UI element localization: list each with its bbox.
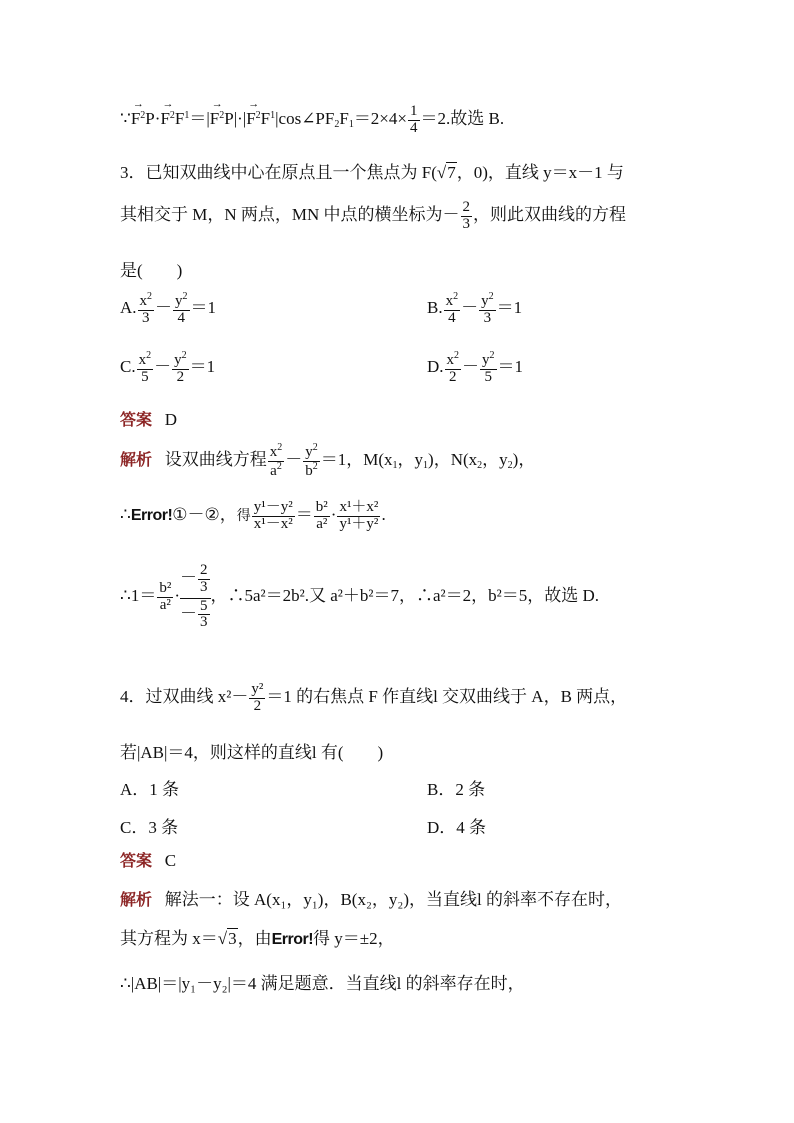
q3-line1: 3．已知双曲线中心在原点且一个焦点为 F(√7，0)，直线 y＝x－1 与 bbox=[120, 163, 624, 182]
fraction-one-quarter: $\frac{1}{4}$ bbox=[410, 103, 418, 136]
error-placeholder: Error! bbox=[130, 507, 173, 525]
sqrt-three: 3 bbox=[228, 929, 237, 948]
vector-f2p-abs: → $F^2P$ bbox=[210, 109, 234, 129]
option-a: A. $\frac{x^2}{3}$ － $\frac{y^2}{4}$ ＝1 bbox=[120, 291, 217, 326]
explain-label: 解析 bbox=[120, 450, 153, 470]
line-vector-product: ∵→ $F^2P\cdot\to F^2F^1=|\to F^2P|\cdot|\to$ $F^2F^1|\cos\angle PF_2F_1=2\times 4\times$ $\frac{1}{4}$ ＝2.故选 B. bbox=[120, 104, 504, 137]
answer-label: 答案 bbox=[120, 410, 153, 429]
q3-line3: 是( ) bbox=[120, 261, 183, 280]
q3-explain-line1: 解析 设双曲线方程 $\frac{x^2}{a^2}$ － $\frac{y^2}{b^2}$ ＝1，$M(x_1$，$y_1$)，$N(x_2$，$y_2$)， bbox=[120, 442, 536, 479]
q4-explain-line3: ∴|AB|＝|y₁－y₂|＝4 满足题意．当直线l 的斜率存在时， bbox=[120, 974, 525, 993]
q4-option-b: B．2 条 bbox=[427, 780, 486, 799]
vector-f2f1-abs: → $F^2F^1$ bbox=[246, 109, 275, 129]
error-placeholder: Error! bbox=[271, 931, 314, 948]
sqrt-seven: 7 bbox=[447, 163, 456, 182]
complex-fraction: － $\frac{2}{3}$ － $\frac{5}{3}$ bbox=[180, 563, 211, 631]
q4-explain-line2: 其方程为 x＝√3，由Error!得 y＝±2， bbox=[120, 929, 395, 948]
q3-explain-line2: ∴Error!①－②，得 $\frac{\text{y¹－y²}}{\text{x¹－x²}}$ ＝ $\frac{\text{b²}}{\text{a²}}$ · $\frac{\text{x¹＋x²}}{\text{y¹＋y²}}$ . bbox=[120, 499, 386, 532]
therefore-symbol: ∵ bbox=[120, 109, 131, 129]
answer-value: D bbox=[164, 410, 178, 429]
vector-f2p: → $F^2P$ bbox=[131, 109, 155, 129]
q4-option-d: D．4 条 bbox=[427, 818, 487, 837]
answer-value: C bbox=[164, 851, 177, 870]
q3-answer bbox=[120, 407, 177, 430]
q4-option-a: A．1 条 bbox=[120, 780, 180, 799]
q4-line2: 若|AB|＝4，则这样的直线l 有( ) bbox=[120, 743, 384, 762]
q4-explain-line1: 解析 解法一：设 A(x₁，y₁)，B(x₂，y₂)，当直线l 的斜率不存在时， bbox=[120, 890, 622, 909]
vector-f2f1: → $F^2F^1$ bbox=[160, 109, 189, 129]
fraction-two-thirds: $\frac{2}{3}$ bbox=[462, 199, 471, 232]
q3-line2: 其相交于 M，N 两点，MN 中点的横坐标为－ $\frac{2}{3}$ ，则此双曲线的方程 bbox=[120, 199, 627, 232]
option-b: B. $\frac{x^2}{4}$ － $\frac{y^2}{3}$ ＝1 bbox=[427, 291, 523, 326]
option-c: C. $\frac{x^2}{5}$ － $\frac{y^2}{2}$ ＝1 bbox=[120, 350, 216, 385]
q4-answer bbox=[120, 848, 176, 871]
q3-explain-line3: ∴1＝ $\frac{\text{b²}}{\text{a²}}$ · － $\frac{2}{3}$ － $\frac{5}{3}$ ，∴5a²＝2b².又 a²＋b²＝7，∴a²＝2，b²＝5，故选 D. bbox=[120, 562, 599, 631]
fraction-y2-over-2: $\frac{\text{y²}}{2}$ bbox=[251, 681, 264, 714]
q4-line1: 4．过双曲线 x²－ $\frac{\text{y²}}{2}$ ＝1 的右焦点 F 作直线l 交双曲线于 A，B 两点， bbox=[120, 681, 628, 714]
explain-label: 解析 bbox=[120, 890, 153, 909]
answer-label: 答案 bbox=[120, 851, 153, 870]
q4-option-c: C．3 条 bbox=[120, 818, 179, 837]
option-d: D. $\frac{x^2}{2}$ － $\frac{y^2}{5}$ ＝1 bbox=[427, 350, 524, 385]
